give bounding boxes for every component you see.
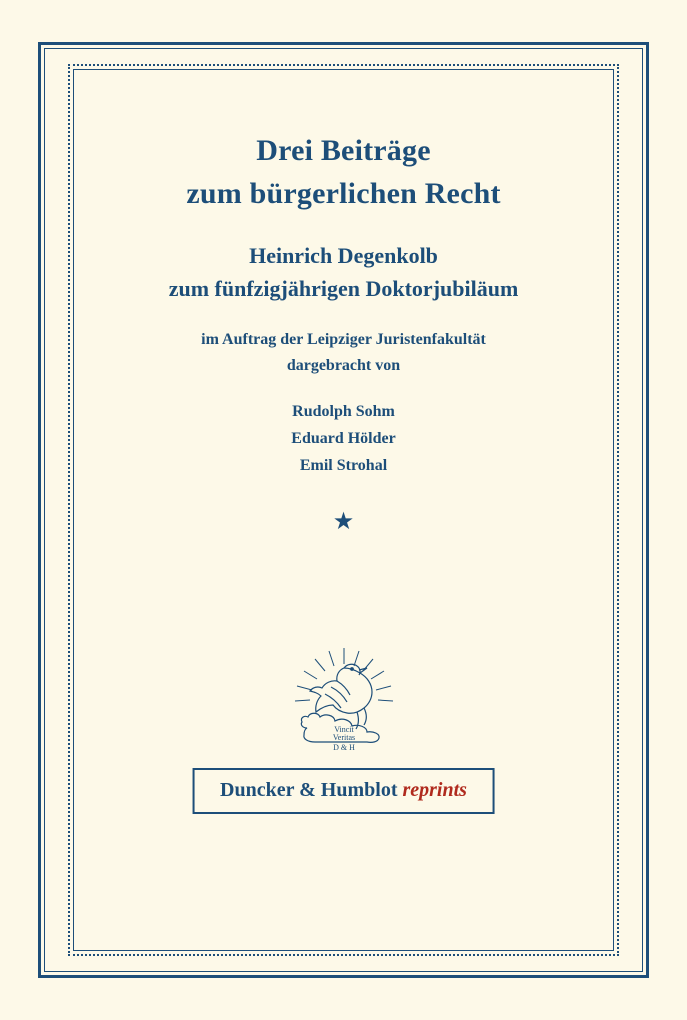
dedication-honoree: Heinrich Degenkolb: [249, 243, 438, 269]
cover-content: [80, 64, 607, 956]
publisher-imprint-badge: [192, 768, 495, 814]
publisher-name: Duncker & Humblot: [220, 779, 398, 801]
publisher-series: reprints: [402, 779, 467, 801]
author-name: Eduard Hölder: [291, 429, 396, 447]
author-name: Emil Strohal: [299, 456, 388, 474]
logo-monogram: D & H: [332, 743, 355, 752]
logo-motto-line-1: Vincit: [333, 725, 354, 734]
dedication-occasion: zum fünfzigjährigen Doktorjubiläum: [168, 275, 519, 301]
book-title-line-2: zum bürgerlichen Recht: [186, 176, 501, 210]
logo-motto-line-2: Veritas: [332, 733, 355, 742]
dedication: [80, 240, 607, 305]
book-title-line-1: Drei Beiträge: [256, 134, 431, 167]
star-ornament-icon: ★: [332, 508, 355, 535]
commission-line-1: im Auftrag der Leipziger Juristenfakultät: [201, 331, 486, 349]
eagle-emblem-icon: [279, 644, 409, 756]
commission-note: [80, 327, 607, 379]
publisher-logo: [0, 644, 687, 756]
book-title: [80, 130, 607, 215]
author-list: [80, 399, 607, 480]
author-name: Rudolph Sohm: [292, 403, 395, 421]
commission-line-2: dargebracht von: [286, 357, 401, 375]
